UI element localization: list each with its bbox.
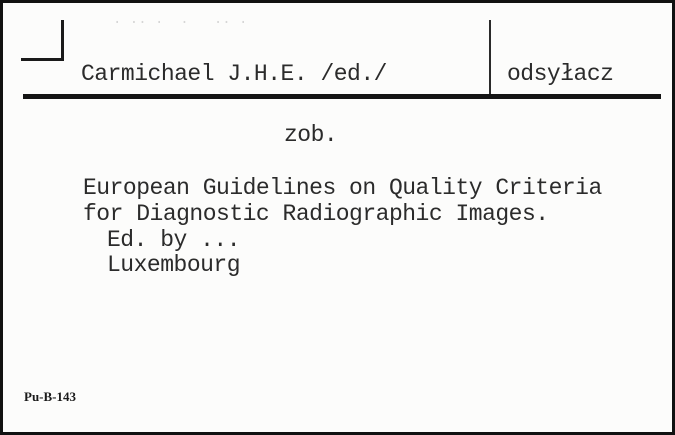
title-line-1: European Guidelines on Quality Criteria <box>83 175 602 201</box>
header-rule <box>23 94 661 99</box>
card-type-label: odsyłacz <box>507 61 614 87</box>
see-reference-label: zob. <box>284 122 338 148</box>
author-heading: Carmichael J.H.E. /ed./ <box>81 61 387 87</box>
editor-line: Ed. by ... <box>107 227 241 253</box>
library-signature: Pu-B-143 <box>24 389 76 404</box>
corner-mark-horizontal <box>21 58 64 61</box>
header-divider <box>489 20 491 96</box>
title-line-2: for Diagnostic Radiographic Images. <box>83 201 549 227</box>
place-line: Luxembourg <box>107 252 241 278</box>
corner-mark-vertical <box>61 20 64 60</box>
show-through-text: · ·· · · ·· · <box>113 15 248 31</box>
